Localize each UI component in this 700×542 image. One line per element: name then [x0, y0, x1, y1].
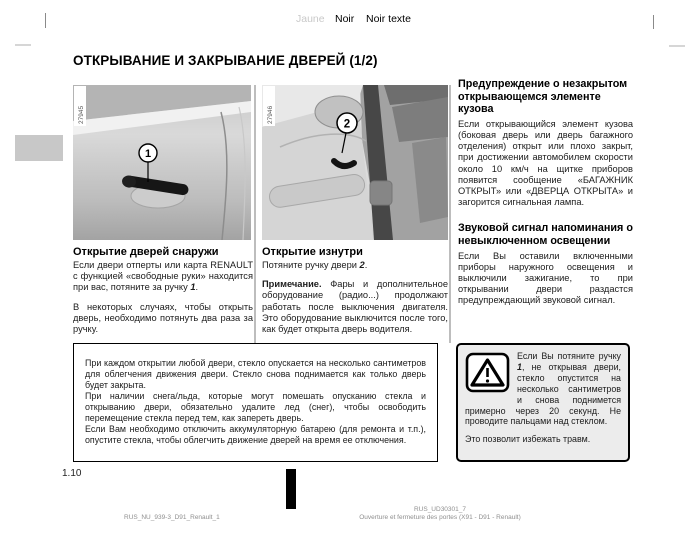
paragraph: Если Вы оставили включенными приборы наружного освещения и выключили зажигание, то при открывании двери раздастся предупреждающий звуковой сигнал.	[458, 250, 633, 306]
note-box-paragraph: При наличии снега/льда, которые могут помешать опусканию стекла и открыванию двери, обязательно удалите лед (снег), чтобы освободить перемещение стекла перед тем, как запереть дверь.	[85, 391, 426, 423]
callout-1	[139, 144, 157, 162]
paragraph: Если открывающийся элемент кузова (боковая дверь или дверь багажного отделения) открыт или плохо закрыт, при достижении автомобилем скорости около 10 км/ч на щитке приборов появится сообщение «БАГАЖНИК ОТКРЫТ» или «ДВЕРЦА ОТКРЫТА» и загорится сигнальная лампа.	[458, 118, 633, 208]
note-box	[73, 343, 438, 462]
crop-mark-top-right	[653, 15, 654, 29]
chapter-tab-marker	[15, 135, 63, 161]
page-title: ОТКРЫВАНИЕ И ЗАКРЫВАНИЕ ДВЕРЕЙ (1/2)	[73, 53, 378, 68]
footer-section-reference	[320, 506, 560, 521]
crop-mark-right	[669, 45, 685, 47]
svg-text:1: 1	[144, 148, 152, 160]
binding-mark	[286, 469, 296, 509]
figure-ref-label	[74, 86, 86, 126]
section-warning-open-element	[458, 78, 633, 208]
section-heading: Предупреждение о незакрытом открывающемся элементе кузова	[458, 78, 628, 116]
crop-mark-left	[15, 44, 31, 46]
paragraph: В некоторых случаях, чтобы открыть дверь, необходимо потянуть два раза за ручку.	[73, 301, 253, 335]
warning-paragraph: Если Вы потяните ручку 1, не открывая двери, стекло опустится на несколько сантиметров и снова поднимется примерно через 20 секунд. Не проводите пальцами над стеклом.	[465, 351, 621, 427]
warning-box	[456, 343, 630, 462]
figure-ref-label	[263, 86, 275, 126]
proof-label-noir: Noir	[335, 13, 355, 25]
note-paragraph: Примечание. Фары и дополнительное оборудование (радио...) продолжают работать после выключения двигателя. Это оборудование выключится после того, как будет открыта дверь водителя.	[262, 279, 448, 335]
figure-exterior-door	[73, 85, 251, 240]
column-separator	[449, 85, 451, 343]
section-buzzer	[458, 222, 633, 306]
warning-paragraph: Это позволит избежать травм.	[465, 434, 591, 445]
warning-triangle-icon	[465, 352, 510, 393]
exterior-door-photo	[73, 85, 251, 240]
right-column	[458, 78, 633, 315]
figure-interior-door	[262, 85, 448, 240]
interior-door-photo	[262, 85, 448, 240]
note-box-paragraph: Если Вам необходимо отключить аккумуляторную батарею (для ремонта и т.п.), опустите стекла, чтобы облегчить движение дверей на время ее отключения.	[85, 424, 426, 445]
svg-text:27946: 27946	[267, 105, 274, 124]
paragraph: Потяните ручку двери 2.	[262, 260, 368, 270]
paragraph: Если двери отперты или карта RENAULT с функцией «свободные руки» находится при вас, потяните за ручку 1.	[73, 260, 253, 293]
column-separator	[254, 85, 256, 343]
page-number: 1.10	[62, 468, 82, 479]
section-heading: Открытие изнутри	[262, 246, 363, 258]
proof-label-noir-texte: Noir texte	[366, 13, 411, 25]
section-open-outside	[73, 246, 253, 343]
section-heading: Звуковой сигнал напоминания о невыключенном освещении	[458, 222, 633, 247]
footer-file-reference: RUS_NU_939-3_D91_Renault_1	[124, 514, 220, 521]
section-open-inside	[262, 246, 448, 343]
footer-code: RUS_UD30301_7	[413, 506, 467, 513]
callout-2	[337, 113, 357, 133]
section-heading: Открытие дверей снаружи	[73, 246, 219, 258]
svg-text:27945: 27945	[78, 105, 85, 124]
svg-text:2: 2	[343, 118, 351, 131]
crop-mark-top-left	[45, 13, 46, 28]
proof-label-jaune: Jaune	[296, 13, 325, 25]
note-box-paragraph: При каждом открытии любой двери, стекло опускается на несколько сантиметров для облегчения движения двери. Стекло снова поднимается как только дверь будет закрыта.	[85, 358, 426, 390]
footer-section-title: Ouverture et fermeture des portes (X91 - D91 - Renault)	[359, 513, 521, 521]
